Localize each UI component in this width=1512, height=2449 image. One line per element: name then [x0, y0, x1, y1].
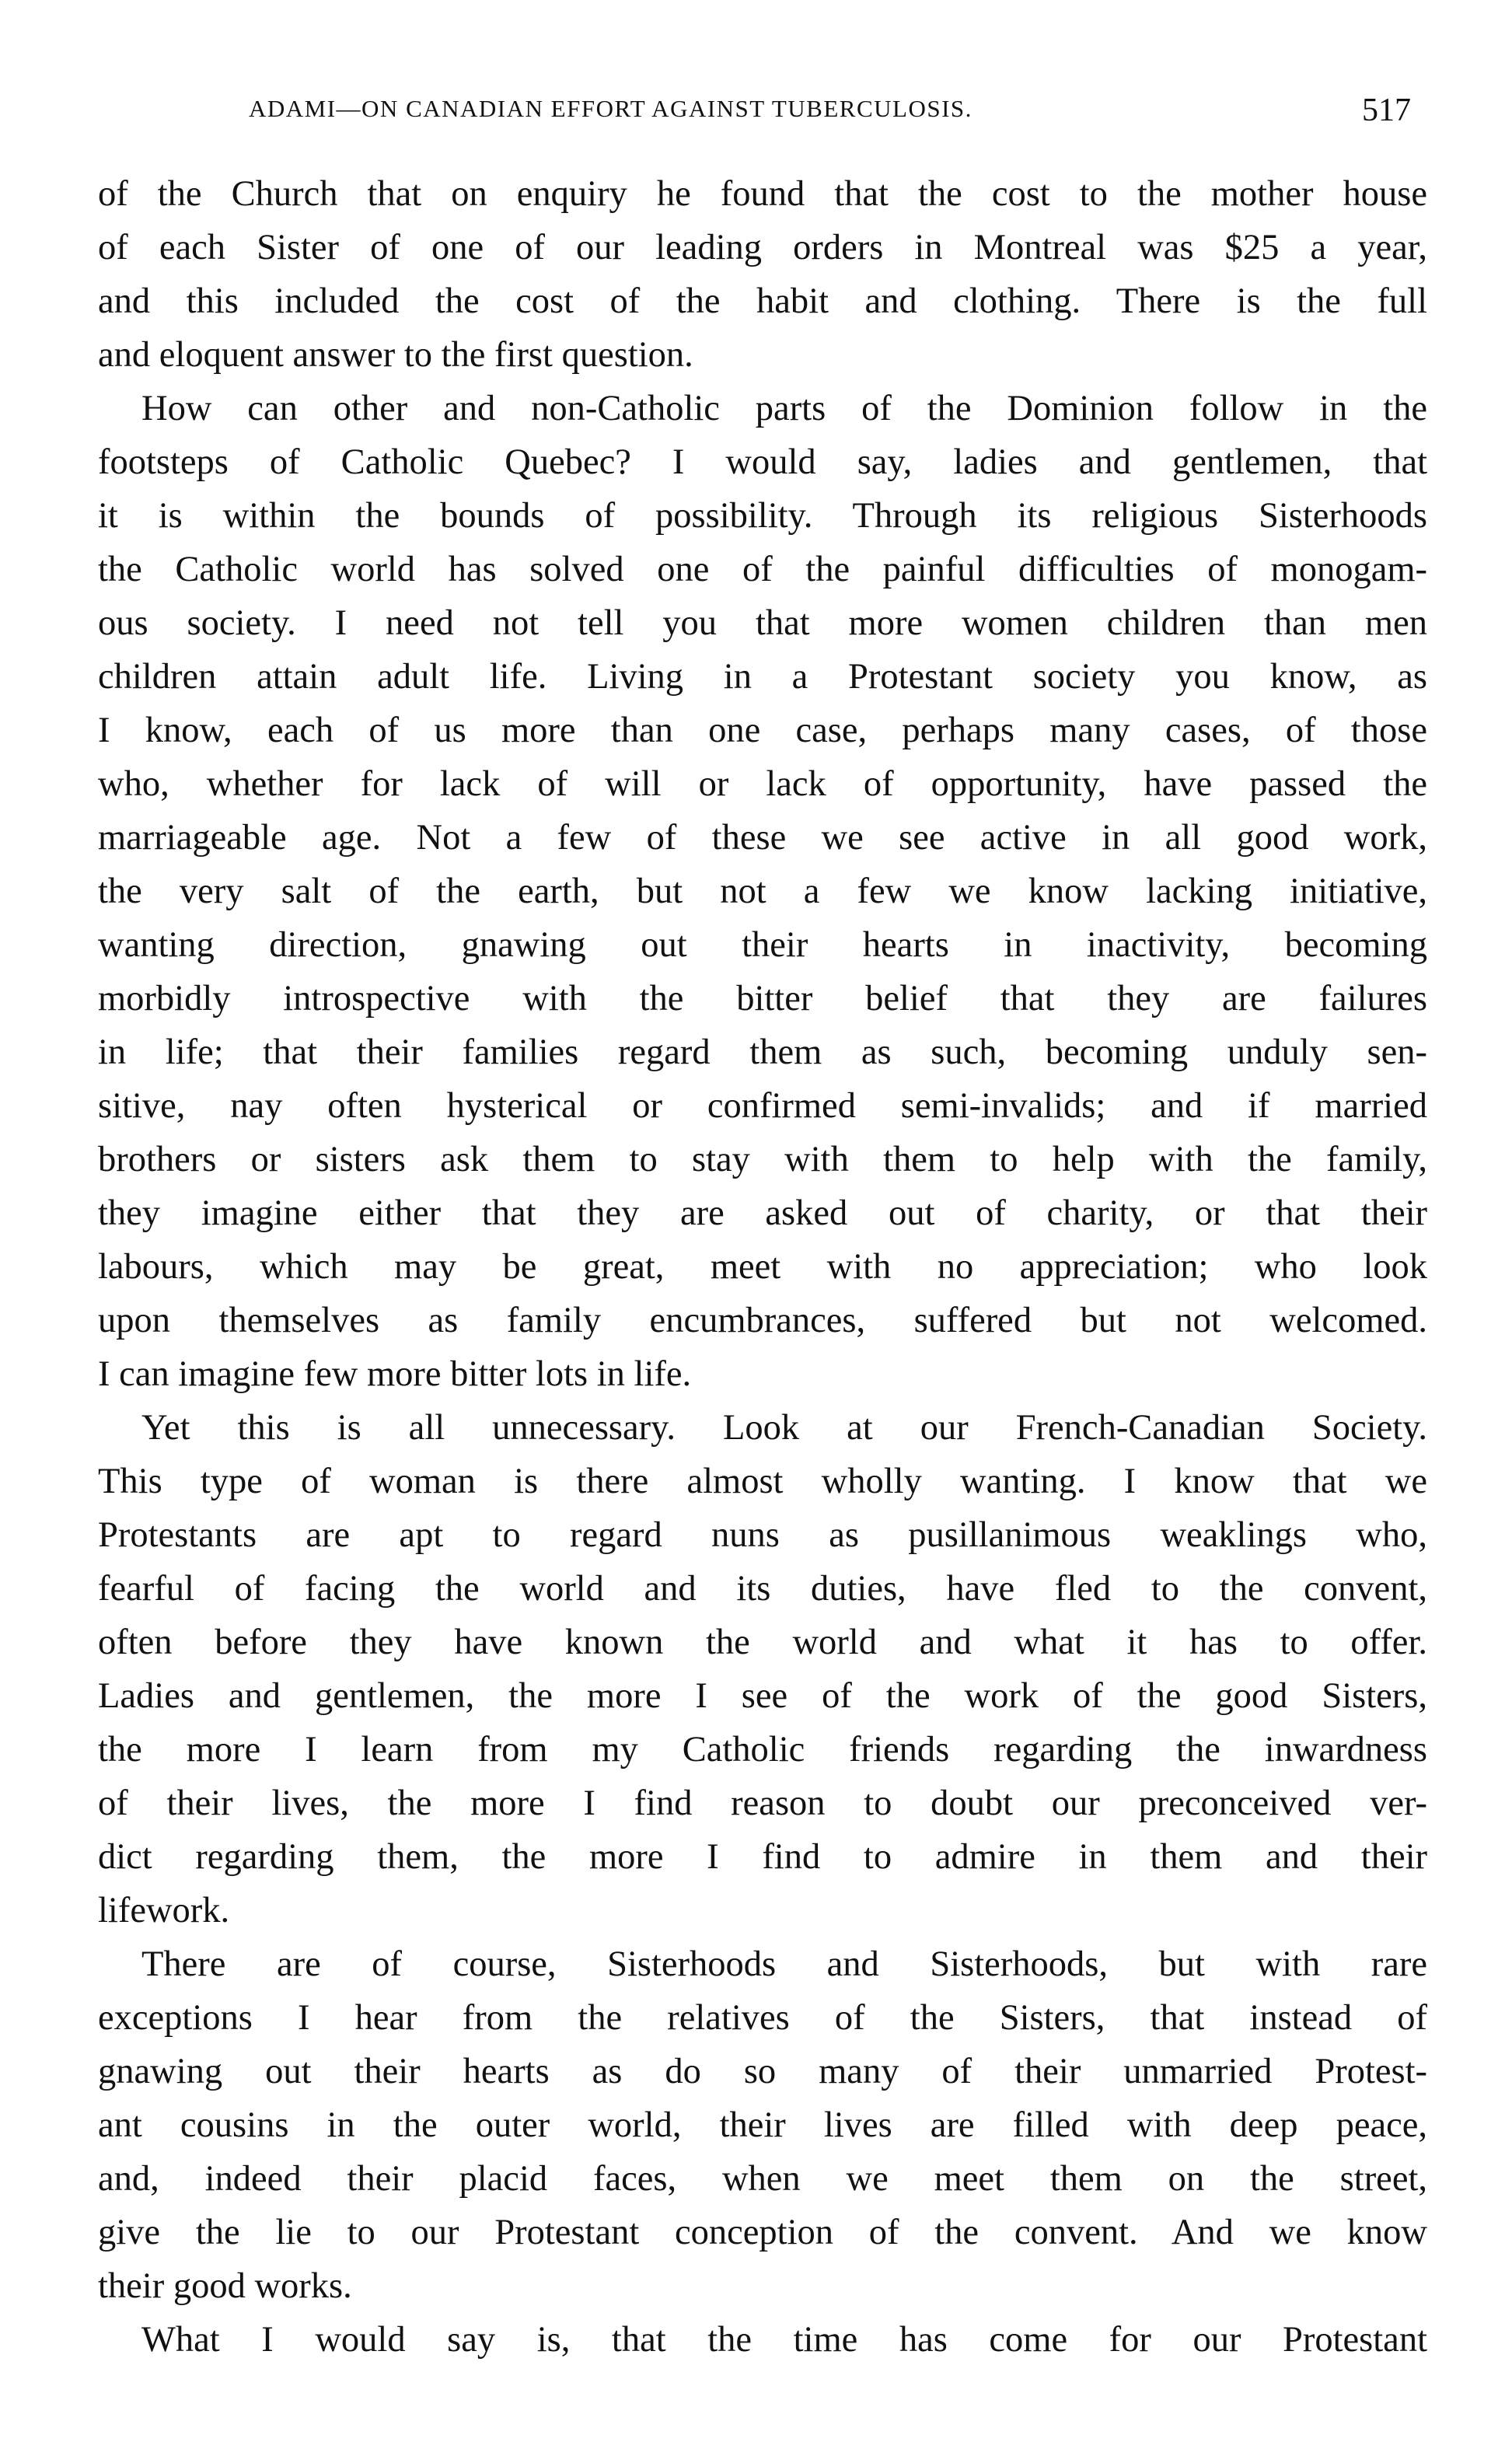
text-line: and this included the cost of the habit and clothing. There is the full — [98, 281, 1427, 321]
text-line: sitive, nay often hysterical or confirmed semi-invalids; and if married — [98, 1086, 1427, 1126]
text-line: of their lives, the more I find reason to doubt our preconceived ver- — [98, 1783, 1427, 1823]
text-line: fearful of facing the world and its duties, have fled to the convent, — [98, 1569, 1427, 1609]
text-line: the very salt of the earth, but not a few we know lacking initiative, — [98, 872, 1427, 911]
text-line: in life; that their families regard them as such, becoming unduly sen- — [98, 1032, 1427, 1072]
text-line: of the Church that on enquiry he found that the cost to the mother house — [98, 174, 1427, 214]
text-line: who, whether for lack of will or lack of opportunity, have passed the — [98, 764, 1427, 804]
text-line: Ladies and gentlemen, the more I see of the work of the good Sisters, — [98, 1676, 1427, 1716]
text-line: upon themselves as family encumbrances, suffered but not welcomed. — [98, 1301, 1427, 1340]
paragraph-start-line: What I would say is, that the time has come for our Protestant — [141, 2320, 1427, 2360]
paragraph-end-line: I can imagine few more bitter lots in life. — [98, 1354, 692, 1394]
text-line: morbidly introspective with the bitter belief that they are failures — [98, 979, 1427, 1018]
text-line: I know, each of us more than one case, perhaps many cases, of those — [98, 711, 1427, 750]
page-number: 517 — [1362, 93, 1411, 128]
text-line: ous society. I need not tell you that more women children than men — [98, 603, 1427, 643]
text-line: often before they have known the world and what it has to offer. — [98, 1623, 1427, 1662]
text-line: Protestants are apt to regard nuns as pusillanimous weaklings who, — [98, 1515, 1427, 1555]
text-line: they imagine either that they are asked out of charity, or that their — [98, 1193, 1427, 1233]
text-line: exceptions I hear from the relatives of the Sisters, that instead of — [98, 1998, 1427, 2038]
text-line: it is within the bounds of possibility. Through its religious Sisterhoods — [98, 496, 1427, 536]
paragraph-end-line: their good works. — [98, 2266, 352, 2306]
paragraph-start-line: How can other and non-Catholic parts of the Dominion follow in the — [141, 389, 1427, 428]
text-line: the Catholic world has solved one of the painful difficulties of monogam- — [98, 550, 1427, 589]
paragraph-end-line: lifework. — [98, 1891, 230, 1930]
text-line: brothers or sisters ask them to stay with them to help with the family, — [98, 1140, 1427, 1179]
text-line: wanting direction, gnawing out their hearts in inactivity, becoming — [98, 925, 1427, 965]
text-line: ant cousins in the outer world, their lives are filled with deep peace, — [98, 2105, 1427, 2145]
text-line: marriageable age. Not a few of these we see active in all good work, — [98, 818, 1427, 858]
text-line: give the lie to our Protestant conception of the convent. And we know — [98, 2213, 1427, 2252]
text-line: labours, which may be great, meet with no appreciation; who look — [98, 1247, 1427, 1287]
body-text — [98, 167, 1427, 2367]
text-line: the more I learn from my Catholic friends regarding the inwardness — [98, 1730, 1427, 1769]
text-line: dict regarding them, the more I find to admire in them and their — [98, 1837, 1427, 1877]
running-title: ADAMI—ON CANADIAN EFFORT AGAINST TUBERCULOSIS. — [249, 95, 972, 122]
paragraph-end-line: and eloquent answer to the first question. — [98, 335, 693, 375]
text-line: of each Sister of one of our leading orders in Montreal was $25 a year, — [98, 228, 1427, 267]
text-line: and, indeed their placid faces, when we meet them on the street, — [98, 2159, 1427, 2199]
text-line: gnawing out their hearts as do so many of their unmarried Protest- — [98, 2052, 1427, 2091]
running-head — [249, 95, 1411, 134]
paragraph-start-line: Yet this is all unnecessary. Look at our French-Canadian Society. — [141, 1408, 1427, 1448]
text-line: footsteps of Catholic Quebec? I would say, ladies and gentlemen, that — [98, 442, 1427, 482]
paragraph-start-line: There are of course, Sisterhoods and Sisterhoods, but with rare — [141, 1944, 1427, 1984]
text-line: This type of woman is there almost wholly wanting. I know that we — [98, 1462, 1427, 1501]
text-line: children attain adult life. Living in a Protestant society you know, as — [98, 657, 1427, 697]
